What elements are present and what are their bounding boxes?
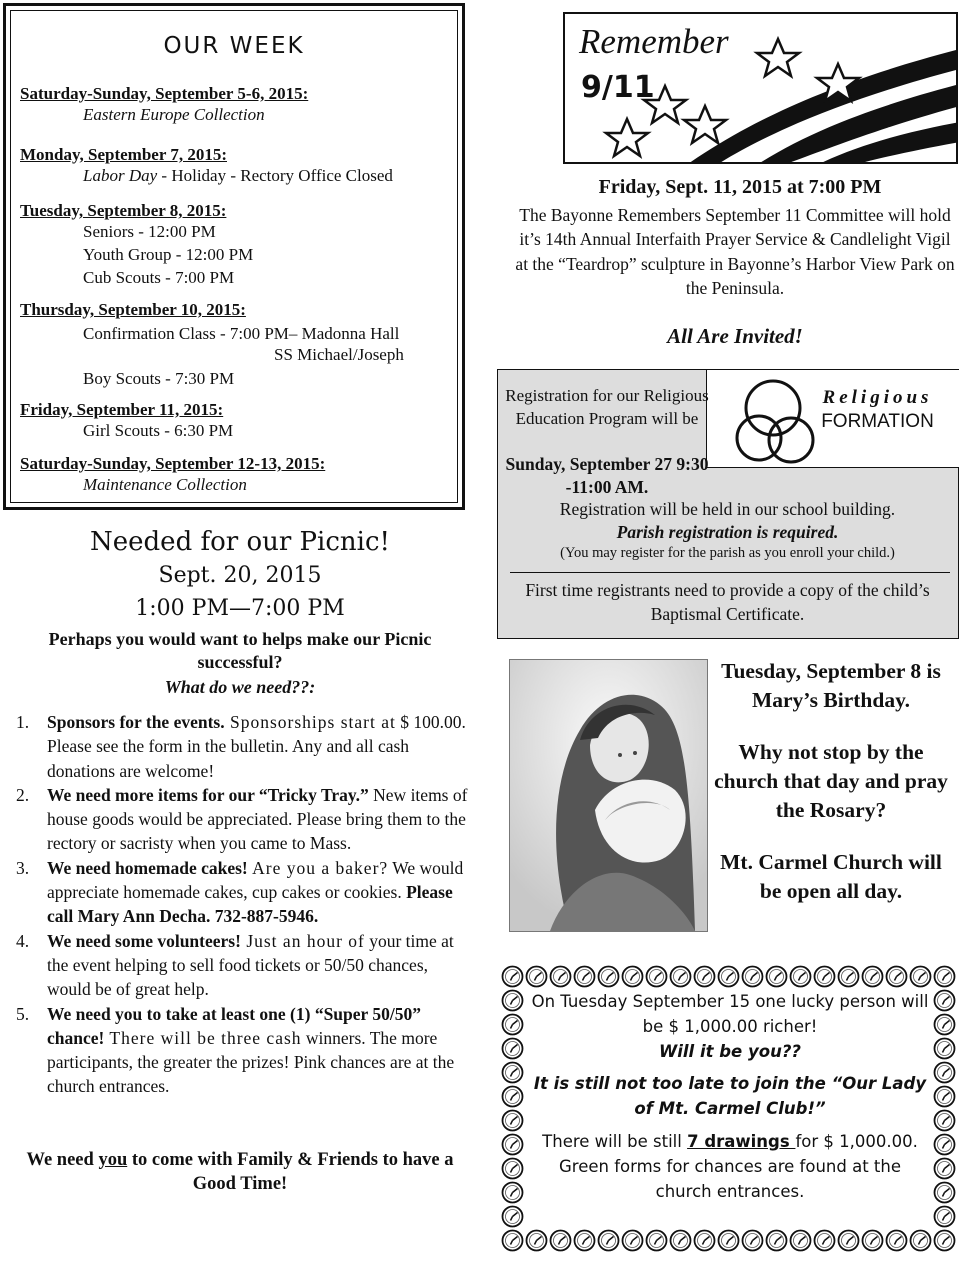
clock-icon xyxy=(551,967,571,987)
our-week-title: OUR WEEK xyxy=(163,33,305,59)
week-entry-item: Confirmation Class - 7:00 PM– Madonna Hall xyxy=(83,324,400,343)
registration-text: Registration for our Religious Education Program will be xyxy=(505,386,709,428)
clock-icon xyxy=(863,1231,883,1251)
list-item: 5. We need you to take at least one (1) “Super 50/50” chance! There will be three cash winners. The more participants, the greater the prizes! Pink chances are at the church entrances. xyxy=(16,1003,455,1097)
picnic-needs-list xyxy=(16,710,468,1099)
picnic-question: What do we need??: xyxy=(164,677,316,697)
registration-date: Sunday, September 27 9:30 -11:00 AM. xyxy=(505,454,709,497)
clock-icon xyxy=(935,1231,955,1251)
clock-icon xyxy=(503,1231,523,1251)
clock-icon xyxy=(671,1231,691,1251)
clock-icon xyxy=(551,1231,571,1251)
clock-icon xyxy=(647,1231,667,1251)
clock-icon xyxy=(935,1159,955,1179)
vigil-description: The Bayonne Remembers September 11 Committee will hold it’s 14th Annual Interfaith Prayer Service & Candlelight Vigil at the “Teardrop” sculpture in Bayonne’s Harbor View Park on the Peninsula. xyxy=(515,205,955,299)
registration-location: Registration will be held in our school building. xyxy=(559,499,896,519)
madonna-and-child-image xyxy=(509,659,708,932)
clock-icon xyxy=(695,1231,715,1251)
vigil-heading: Friday, Sept. 11, 2015 at 7:00 PM xyxy=(598,176,882,198)
our-week-inner-border xyxy=(10,10,458,503)
clock-icon xyxy=(839,967,859,987)
week-entry-heading: Saturday-Sunday, September 12-13, 2015: xyxy=(20,454,326,473)
club-forms: Green forms for chances are found at the church entrances. xyxy=(559,1157,901,1201)
club-announcement xyxy=(530,989,930,1204)
clock-icon xyxy=(743,1231,763,1251)
clock-icon xyxy=(935,1015,955,1035)
club-question: Will it be you?? xyxy=(659,1042,801,1061)
clock-icon xyxy=(863,967,883,987)
list-item: 1. Sponsors for the events. Sponsorships start at $ 100.00. Please see the form in the bulletin. Any and all cash donations are welcome! xyxy=(16,712,466,781)
clock-icon xyxy=(503,991,523,1011)
week-entry-item: SS Michael/Joseph xyxy=(274,345,404,364)
week-entry xyxy=(20,453,449,495)
clock-icon xyxy=(935,1087,955,1107)
clock-icon xyxy=(503,1087,523,1107)
clock-icon xyxy=(935,991,955,1011)
clock-icon xyxy=(719,1231,739,1251)
rosary-invitation: Why not stop by the church that day and pray the Rosary? xyxy=(714,740,948,822)
remember-title: Remember xyxy=(579,22,729,61)
picnic-closing: We need you to come with Family & Friends to have a Good Time! xyxy=(26,1150,454,1194)
parish-registration-note: (You may register for the parish as you enroll your child.) xyxy=(560,545,895,561)
week-entry xyxy=(20,144,449,186)
clock-icon xyxy=(503,1207,523,1227)
church-open-note: Mt. Carmel Church will be open all day. xyxy=(720,850,942,903)
clock-icon xyxy=(791,1231,811,1251)
clock-icon xyxy=(503,1015,523,1035)
marys-birthday: Tuesday, September 8 is Mary’s Birthday. xyxy=(721,659,941,712)
clock-icon xyxy=(503,967,523,987)
clock-icon xyxy=(671,967,691,987)
week-entry-heading: Thursday, September 10, 2015: xyxy=(20,300,246,319)
clock-icon xyxy=(887,1231,907,1251)
divider xyxy=(510,572,950,573)
week-entry-item: - Holiday - Rectory Office Closed xyxy=(157,166,393,185)
week-entry xyxy=(20,399,449,441)
clock-icon xyxy=(647,967,667,987)
clock-icon xyxy=(695,967,715,987)
picnic-time: 1:00 PM—7:00 PM xyxy=(135,596,345,621)
clock-icon xyxy=(503,1063,523,1083)
clock-icon xyxy=(935,1063,955,1083)
picnic-date: Sept. 20, 2015 xyxy=(158,563,322,588)
week-entry xyxy=(20,299,449,389)
clock-icon xyxy=(935,1111,955,1131)
picnic-intro: Perhaps you would want to helps make our Picnic successful? xyxy=(48,629,432,672)
club-line: On Tuesday September 15 one lucky person will be $ 1,000.00 richer! xyxy=(531,992,929,1036)
clock-icon xyxy=(575,967,595,987)
club-join: It is still not too late to join the “Our Lady of Mt. Carmel Club!” xyxy=(533,1074,927,1118)
clock-icon xyxy=(719,967,739,987)
clock-icon xyxy=(935,967,955,987)
list-item: 4. We need some volunteers! Just an hour of your time at the event helping to sell food tickets or 50/50 chances, would be of great help. xyxy=(16,930,454,1000)
clock-icon xyxy=(911,967,931,987)
week-entry xyxy=(20,83,449,125)
week-entry-item: Maintenance Collection xyxy=(83,475,247,494)
clock-icon xyxy=(935,1207,955,1227)
parish-registration-required: Parish registration is required. xyxy=(616,522,839,542)
week-entry-item: Seniors - 12:00 PM xyxy=(83,222,216,241)
clock-icon xyxy=(575,1231,595,1251)
clock-icon xyxy=(815,1231,835,1251)
week-entry-item: Labor Day xyxy=(83,166,158,185)
clock-icon xyxy=(623,967,643,987)
religious-word: Religious xyxy=(822,387,933,408)
week-entry-heading: Saturday-Sunday, September 5-6, 2015: xyxy=(20,84,309,103)
clock-icon xyxy=(815,967,835,987)
formation-word: FORMATION xyxy=(821,411,934,432)
remember-subtitle: 9/11 xyxy=(581,70,655,105)
list-item: 3. We need homemade cakes! Are you a baker? We would appreciate homemade cakes, cup cakes or cookies. Please call Mary Ann Decha. 732-887-5946. xyxy=(16,857,464,927)
clock-icon xyxy=(527,967,547,987)
vigil-invite: All Are Invited! xyxy=(667,324,803,348)
list-item: 2. We need more items for our “Tricky Tray.” New items of house goods would be appreciated. Please bring them to the rectory or sacristy when you came to Mass. xyxy=(16,784,468,854)
baptismal-certificate-note: First time registrants need to provide a copy of the child’s Baptismal Certificate. xyxy=(525,580,930,624)
clock-icon xyxy=(767,967,787,987)
clock-icon xyxy=(791,967,811,987)
remember-911-banner xyxy=(563,12,958,164)
clock-icon xyxy=(839,1231,859,1251)
clock-icon xyxy=(623,1231,643,1251)
week-entry xyxy=(20,200,449,288)
clock-icon xyxy=(503,1111,523,1131)
clock-icon xyxy=(503,1135,523,1155)
clock-icon xyxy=(599,967,619,987)
clock-icon xyxy=(503,1183,523,1203)
clock-icon xyxy=(503,1159,523,1179)
our-week-box xyxy=(3,3,465,510)
week-entry-item: Cub Scouts - 7:00 PM xyxy=(83,268,235,287)
clock-icon xyxy=(887,967,907,987)
club-drawings: There will be still 7 drawings for $ 1,000.00. xyxy=(542,1132,918,1151)
clock-icon xyxy=(743,967,763,987)
picnic-title: Needed for our Picnic! xyxy=(90,527,390,557)
clock-icon xyxy=(935,1039,955,1059)
clock-icon xyxy=(767,1231,787,1251)
madonna-illustration xyxy=(510,660,707,931)
clock-icon xyxy=(935,1183,955,1203)
week-entry-item: Boy Scouts - 7:30 PM xyxy=(83,369,235,388)
week-entry-item: Eastern Europe Collection xyxy=(83,105,265,124)
clock-icon xyxy=(527,1231,547,1251)
clock-icon xyxy=(503,1039,523,1059)
clock-icon xyxy=(911,1231,931,1251)
clock-icon xyxy=(935,1135,955,1155)
week-entry-heading: Monday, September 7, 2015: xyxy=(20,145,227,164)
week-entry-item: Girl Scouts - 6:30 PM xyxy=(83,421,234,440)
week-entry-heading: Tuesday, September 8, 2015: xyxy=(20,201,227,220)
week-entry-heading: Friday, September 11, 2015: xyxy=(20,400,224,419)
clock-icon xyxy=(599,1231,619,1251)
week-entry-item: Youth Group - 12:00 PM xyxy=(83,245,254,264)
